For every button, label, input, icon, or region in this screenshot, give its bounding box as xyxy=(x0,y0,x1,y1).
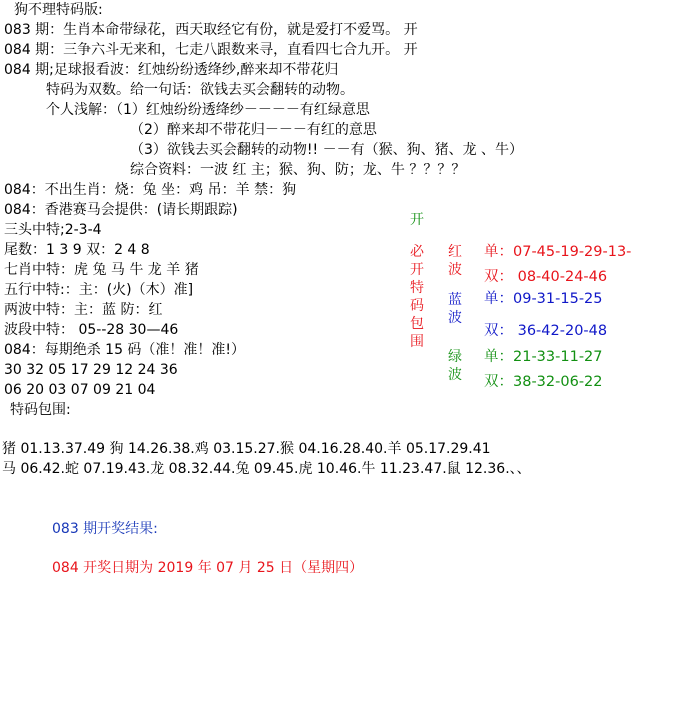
line-interpretation-2: （2）醉来却不带花归－－－有红的意思 xyxy=(130,122,377,138)
line-numbers-2: 06 20 03 07 09 21 04 xyxy=(4,382,156,398)
line-interpretation-1: 个人浅解：（1）红烛纷纷透绛纱－－－－有红绿意思 xyxy=(46,102,370,118)
red-odd-numbers: 单：07-45-19-29-13- xyxy=(484,244,632,260)
draw-date-084: 084 开奖日期为 2019 年 07 月 25 日（星期四） xyxy=(52,560,364,576)
line-liangbo: 两波中特：主：蓝 防：红 xyxy=(4,302,163,318)
right-lvbo-vertical: 绿波 xyxy=(448,349,462,383)
line-baowei-label: 特码包围: xyxy=(10,402,71,418)
line-083-riddle: 083 期：生肖本命带绿花，西天取经它有份，就是爱打不爱骂。 开 xyxy=(4,22,418,38)
right-kai: 开 xyxy=(410,212,424,228)
right-hongbo-vertical: 红波 xyxy=(448,244,462,278)
line-wuxing: 五行中特:：主：(火)（木）准] xyxy=(4,282,194,298)
zodiac-numbers-1: 猪 01.13.37.49 狗 14.26.38.鸡 03.15.27.猴 04.16.28.40.羊 05.17.29.41 xyxy=(2,441,491,457)
line-boduan: 波段中特： 05--28 30—46 xyxy=(4,322,179,338)
green-odd-numbers: 单：21-33-11-27 xyxy=(484,349,603,365)
line-qixiao: 七肖中特：虎 兔 马 牛 龙 羊 猪 xyxy=(4,262,199,278)
line-weishu: 尾数：1 3 9 双：2 4 8 xyxy=(4,242,150,258)
line-tema-hint: 特码为双数。给一句话：欲钱去买会翻转的动物。 xyxy=(46,82,354,98)
blue-odd-numbers: 单：09-31-15-25 xyxy=(484,291,603,307)
line-jueша: 084：每期绝杀 15 码（准！准！准!） xyxy=(4,342,246,358)
green-even-numbers: 双：38-32-06-22 xyxy=(484,374,603,390)
line-hk-jockey: 084：香港赛马会提供：(请长期跟踪) xyxy=(4,202,238,218)
line-084-riddle: 084 期：三争六斗无来和，七走八跟数来寻，直看四七合九开。 开 xyxy=(4,42,418,58)
blue-even-numbers: 双： 36-42-20-48 xyxy=(484,323,608,339)
line-summary: 综合资料：一波 红 主；猴、狗、防；龙、牛 ？？？？ xyxy=(130,162,466,178)
right-bikai-vertical: 必开特码包围 xyxy=(410,244,424,350)
result-083-label: 083 期开奖结果: xyxy=(52,521,158,537)
line-interpretation-3: （3）欲钱去买会翻转的动物!! －－有（猴、狗、猪、龙 、牛） xyxy=(130,142,524,158)
zodiac-numbers-2: 马 06.42.蛇 07.19.43.龙 08.32.44.兔 09.45.虎 10.46.牛 11.23.47.鼠 12.36.、、 xyxy=(2,461,531,477)
right-lanbo-vertical: 蓝波 xyxy=(448,292,462,326)
line-numbers-1: 30 32 05 17 29 12 24 36 xyxy=(4,362,178,378)
red-even-numbers: 双： 08-40-24-46 xyxy=(484,269,608,285)
line-not-appearing: 084：不出生肖：烧：兔 坐：鸡 吊：羊 禁：狗 xyxy=(4,182,297,198)
page-header: 狗不理特码版: xyxy=(14,2,103,18)
line-084-football: 084 期;足球报看波：红烛纷纷透绛纱,醉来却不带花归 xyxy=(4,62,339,78)
line-santou: 三头中特;2-3-4 xyxy=(4,222,102,238)
